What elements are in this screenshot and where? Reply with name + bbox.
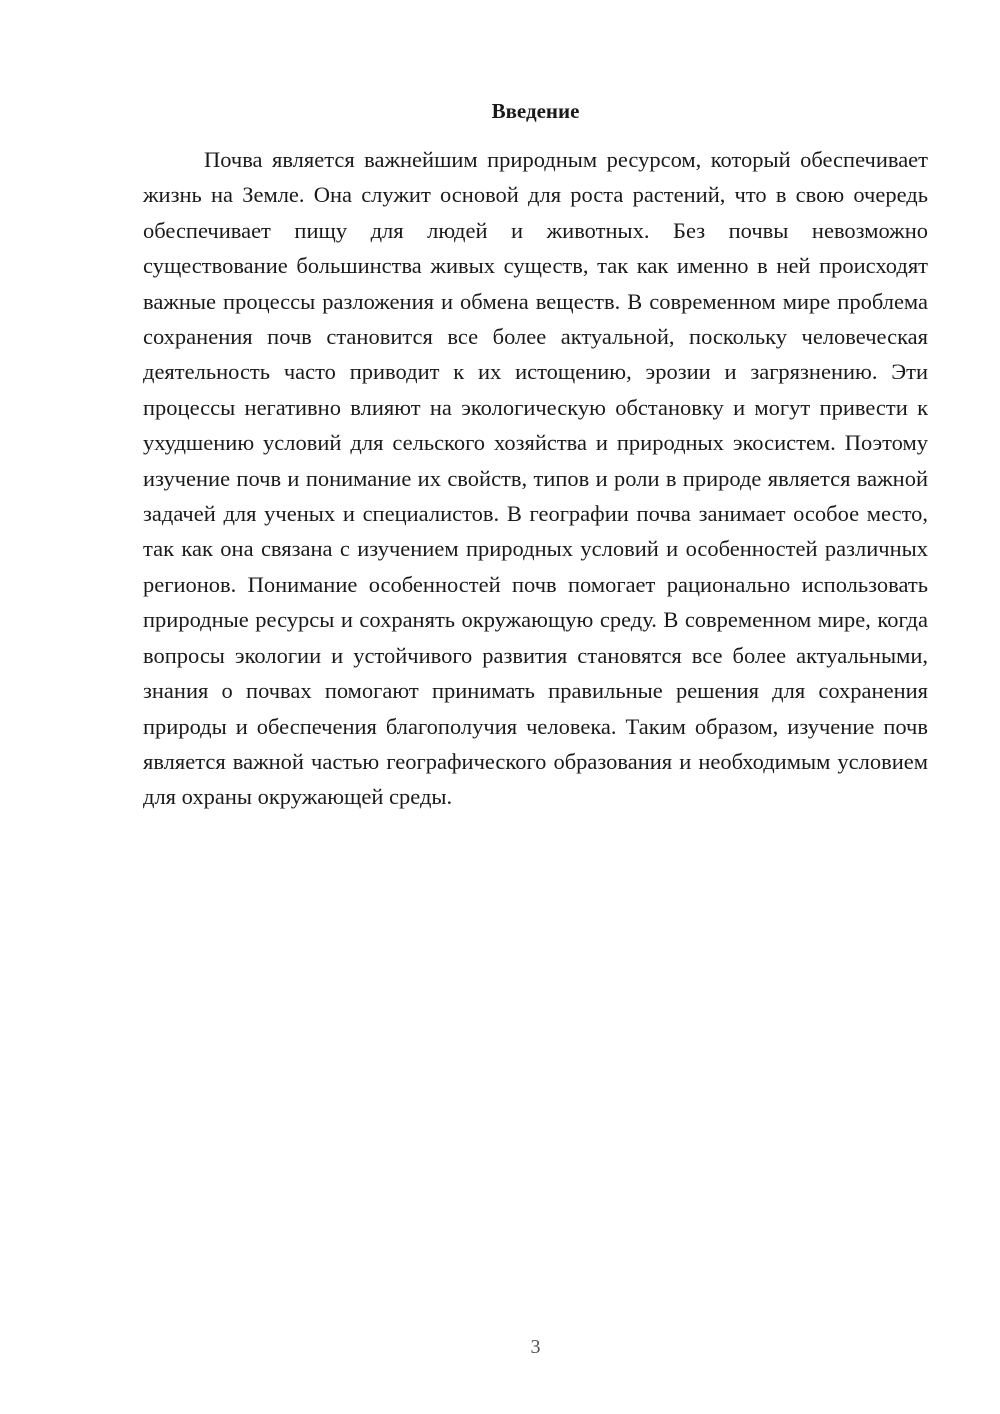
intro-paragraph: Почва является важнейшим природным ресурсом, который обеспечивает жизнь на Земле. Она служит основой для роста растений, что в свою очередь обеспечивает пищу для людей и животных. Без почвы невозможно существование большинства живых существ, так как именно в ней происходят важные процессы разложения и обмена веществ. В современном мире проблема сохранения почв становится все более актуальной, поскольку человеческая деятельность часто приводит к их истощению, эрозии и загрязнению. Эти процессы негативно влияют на экологическую обстановку и могут привести к ухудшению условий для сельского хозяйства и природных экосистем. Поэтому изучение почв и понимание их свойств, типов и роли в природе является важной задачей для ученых и специалистов. В географии почва занимает особое место, так как она связана с изучением природных условий и особенностей различных регионов. Понимание особенностей почв помогает рационально использовать природные ресурсы и сохранять окружающую среду. В современном мире, когда вопросы экологии и устойчивого развития становятся все более актуальными, знания о почвах помогают принимать правильные решения для сохранения природы и обеспечения благополучия человека. Таким образом, изучение почв является важной частью географического образования и необходимым условием для охраны окружающей среды. [143,147,928,810]
page-number: 3 [530,1336,541,1358]
section-heading: Введение [491,99,580,123]
